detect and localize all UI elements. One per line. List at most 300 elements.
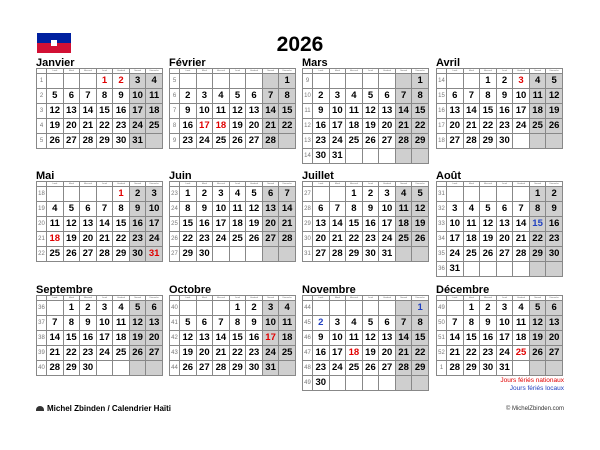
week-number: 50 xyxy=(437,316,447,331)
day-cell: 17 xyxy=(213,217,230,232)
day-cell: 20 xyxy=(447,119,464,134)
weekday-header: Dimanche xyxy=(546,182,563,187)
weekday-header: Dimanche xyxy=(279,69,296,74)
day-cell: 30 xyxy=(129,247,146,262)
day-cell: 2 xyxy=(129,187,146,202)
weekday-header: Jeudi xyxy=(96,69,113,74)
week-number: 2 xyxy=(37,89,47,104)
day-cell: 10 xyxy=(129,89,146,104)
week-number: 47 xyxy=(303,346,313,361)
day-cell: 21 xyxy=(447,346,464,361)
week-row xyxy=(37,301,163,316)
weekday-header: Samedi xyxy=(129,182,146,187)
day-cell: 27 xyxy=(246,134,263,149)
week-row xyxy=(437,262,563,277)
week-row xyxy=(303,376,429,391)
weekday-header: Mardi xyxy=(463,182,480,187)
month-table xyxy=(169,295,296,376)
day-cell: 1 xyxy=(113,187,130,202)
day-cell: 21 xyxy=(96,232,113,247)
weekday-header: Mardi xyxy=(463,69,480,74)
empty-cell xyxy=(213,301,230,316)
day-cell: 10 xyxy=(262,316,279,331)
day-cell: 10 xyxy=(196,104,213,119)
day-cell: 5 xyxy=(129,301,146,316)
month-name: Novembre xyxy=(302,284,356,296)
day-cell: 29 xyxy=(412,361,429,376)
week-row xyxy=(170,187,296,202)
week-number: 43 xyxy=(170,346,180,361)
day-cell: 25 xyxy=(529,119,546,134)
day-cell: 27 xyxy=(546,346,563,361)
week-number: 9 xyxy=(303,74,313,89)
day-cell: 27 xyxy=(496,247,513,262)
week-number: 44 xyxy=(170,361,180,376)
day-cell: 24 xyxy=(146,232,163,247)
day-cell: 23 xyxy=(480,346,497,361)
week-number: 22 xyxy=(37,247,47,262)
weekday-header: Jeudi xyxy=(96,296,113,301)
day-cell: 12 xyxy=(529,316,546,331)
week-row xyxy=(37,232,163,247)
empty-cell xyxy=(180,74,197,89)
day-cell: 3 xyxy=(329,89,346,104)
weekday-header: Vendredi xyxy=(379,182,396,187)
week-row xyxy=(437,119,563,134)
weekday-header: Mardi xyxy=(463,296,480,301)
day-cell: 29 xyxy=(180,247,197,262)
day-cell: 9 xyxy=(196,202,213,217)
weekday-header: Jeudi xyxy=(496,69,513,74)
day-cell: 22 xyxy=(229,346,246,361)
day-cell: 26 xyxy=(63,247,80,262)
day-cell: 20 xyxy=(379,119,396,134)
day-cell: 10 xyxy=(329,104,346,119)
weekday-header: Vendredi xyxy=(113,182,130,187)
day-cell: 18 xyxy=(513,331,530,346)
day-cell: 31 xyxy=(146,247,163,262)
day-cell: 30 xyxy=(313,149,330,164)
day-cell: 7 xyxy=(96,202,113,217)
day-cell: 22 xyxy=(96,119,113,134)
day-cell: 26 xyxy=(129,346,146,361)
day-cell: 28 xyxy=(395,361,412,376)
day-cell: 9 xyxy=(113,89,130,104)
day-cell: 17 xyxy=(447,232,464,247)
day-cell: 23 xyxy=(129,232,146,247)
day-cell: 5 xyxy=(362,89,379,104)
empty-cell xyxy=(546,262,563,277)
empty-cell xyxy=(47,74,64,89)
empty-cell xyxy=(463,74,480,89)
weekday-header: Samedi xyxy=(262,182,279,187)
week-row xyxy=(437,202,563,217)
weekday-header: Lundi xyxy=(47,296,64,301)
day-cell: 23 xyxy=(246,346,263,361)
day-cell: 6 xyxy=(496,202,513,217)
week-row xyxy=(303,119,429,134)
day-cell: 3 xyxy=(96,301,113,316)
week-row xyxy=(303,232,429,247)
day-cell: 20 xyxy=(146,331,163,346)
day-cell: 10 xyxy=(329,331,346,346)
day-cell: 17 xyxy=(96,331,113,346)
empty-cell xyxy=(279,247,296,262)
day-cell: 10 xyxy=(96,316,113,331)
day-cell: 25 xyxy=(513,346,530,361)
weekday-header: Lundi xyxy=(180,69,197,74)
week-row xyxy=(303,346,429,361)
day-cell: 10 xyxy=(496,316,513,331)
weekday-header: Lundi xyxy=(447,69,464,74)
empty-cell xyxy=(395,301,412,316)
day-cell: 12 xyxy=(180,331,197,346)
day-cell: 18 xyxy=(213,119,230,134)
day-cell: 6 xyxy=(379,89,396,104)
week-number: 11 xyxy=(303,104,313,119)
day-cell: 5 xyxy=(180,316,197,331)
day-cell: 31 xyxy=(496,361,513,376)
day-cell: 4 xyxy=(229,187,246,202)
day-cell: 20 xyxy=(546,331,563,346)
day-cell: 29 xyxy=(113,247,130,262)
weekday-header: Vendredi xyxy=(379,69,396,74)
weekday-header: Dimanche xyxy=(546,296,563,301)
weekday-header: Jeudi xyxy=(362,69,379,74)
month-name: Septembre xyxy=(36,284,93,296)
day-cell: 26 xyxy=(229,134,246,149)
day-cell: 21 xyxy=(213,346,230,361)
day-cell: 15 xyxy=(180,217,197,232)
weekday-header: Dimanche xyxy=(146,69,163,74)
day-cell: 18 xyxy=(395,217,412,232)
week-number: 27 xyxy=(303,187,313,202)
month-table xyxy=(169,181,296,262)
day-cell: 12 xyxy=(412,202,429,217)
day-cell: 17 xyxy=(329,119,346,134)
empty-cell xyxy=(463,187,480,202)
empty-cell xyxy=(395,149,412,164)
weekday-header: Vendredi xyxy=(379,296,396,301)
empty-cell xyxy=(529,134,546,149)
weekday-header: Mercredi xyxy=(80,69,97,74)
empty-cell xyxy=(546,134,563,149)
week-number: 17 xyxy=(437,119,447,134)
day-cell: 28 xyxy=(213,361,230,376)
day-cell: 19 xyxy=(246,217,263,232)
empty-cell xyxy=(346,301,363,316)
day-cell: 22 xyxy=(113,232,130,247)
day-cell: 28 xyxy=(262,134,279,149)
week-number: 29 xyxy=(303,217,313,232)
day-cell: 15 xyxy=(96,104,113,119)
day-cell: 9 xyxy=(180,104,197,119)
day-cell: 17 xyxy=(146,217,163,232)
weekday-header: Mercredi xyxy=(480,296,497,301)
month-table xyxy=(36,68,163,149)
week-number: 28 xyxy=(303,202,313,217)
day-cell: 20 xyxy=(80,232,97,247)
footer-url: © MichelZbinden.com xyxy=(505,406,564,412)
footer-author: Michel Zbinden / Calendrier Haïti xyxy=(47,404,172,413)
day-cell: 24 xyxy=(329,361,346,376)
day-cell: 18 xyxy=(47,232,64,247)
day-cell: 13 xyxy=(196,331,213,346)
weekday-header: Mardi xyxy=(196,69,213,74)
day-cell: 16 xyxy=(80,331,97,346)
day-cell: 11 xyxy=(229,202,246,217)
day-cell: 11 xyxy=(213,104,230,119)
day-cell: 3 xyxy=(329,316,346,331)
day-cell: 6 xyxy=(262,187,279,202)
week-number: 41 xyxy=(170,316,180,331)
empty-cell xyxy=(80,74,97,89)
empty-cell xyxy=(329,376,346,391)
day-cell: 1 xyxy=(412,301,429,316)
day-cell: 9 xyxy=(246,316,263,331)
day-cell: 2 xyxy=(313,316,330,331)
day-cell: 10 xyxy=(379,202,396,217)
day-cell: 12 xyxy=(47,104,64,119)
day-cell: 23 xyxy=(313,361,330,376)
day-cell: 5 xyxy=(229,89,246,104)
day-cell: 19 xyxy=(229,119,246,134)
weekday-header: Vendredi xyxy=(246,182,263,187)
month-table xyxy=(302,181,429,262)
day-cell: 6 xyxy=(546,301,563,316)
day-cell: 24 xyxy=(129,119,146,134)
day-cell: 5 xyxy=(63,202,80,217)
day-cell: 20 xyxy=(313,232,330,247)
week-number: 7 xyxy=(170,104,180,119)
empty-cell xyxy=(213,74,230,89)
day-cell: 2 xyxy=(546,187,563,202)
month-name: Décembre xyxy=(436,284,490,296)
day-cell: 15 xyxy=(412,331,429,346)
month-name: Mai xyxy=(36,170,55,182)
day-cell: 17 xyxy=(329,346,346,361)
weekday-header: Samedi xyxy=(395,69,412,74)
weekday-header: Lundi xyxy=(313,296,330,301)
week-number: 10 xyxy=(303,89,313,104)
day-cell: 14 xyxy=(395,331,412,346)
empty-cell xyxy=(379,74,396,89)
week-row xyxy=(437,217,563,232)
empty-cell xyxy=(329,74,346,89)
weekday-header: Samedi xyxy=(529,296,546,301)
day-cell: 3 xyxy=(146,187,163,202)
empty-cell xyxy=(412,376,429,391)
day-cell: 3 xyxy=(496,301,513,316)
empty-cell xyxy=(496,262,513,277)
day-cell: 12 xyxy=(546,89,563,104)
day-cell: 3 xyxy=(262,301,279,316)
empty-cell xyxy=(513,134,530,149)
day-cell: 26 xyxy=(546,119,563,134)
week-number: 3 xyxy=(37,104,47,119)
day-cell: 14 xyxy=(47,331,64,346)
empty-cell xyxy=(395,74,412,89)
week-row xyxy=(170,346,296,361)
week-row xyxy=(303,104,429,119)
day-cell: 18 xyxy=(146,104,163,119)
empty-cell xyxy=(395,247,412,262)
week-number: 33 xyxy=(437,217,447,232)
day-cell: 20 xyxy=(196,346,213,361)
weekday-header: Mardi xyxy=(329,69,346,74)
day-cell: 25 xyxy=(113,346,130,361)
day-cell: 9 xyxy=(362,202,379,217)
weekday-header: Samedi xyxy=(529,182,546,187)
day-cell: 14 xyxy=(395,104,412,119)
day-cell: 22 xyxy=(412,119,429,134)
day-cell: 7 xyxy=(213,316,230,331)
day-cell: 2 xyxy=(196,187,213,202)
day-cell: 15 xyxy=(463,331,480,346)
week-number: 45 xyxy=(303,316,313,331)
weekday-header: Mardi xyxy=(196,182,213,187)
day-cell: 20 xyxy=(262,217,279,232)
week-number: 14 xyxy=(437,74,447,89)
weekday-header: Mercredi xyxy=(346,296,363,301)
day-cell: 27 xyxy=(80,247,97,262)
day-cell: 22 xyxy=(346,232,363,247)
day-cell: 5 xyxy=(480,202,497,217)
week-row xyxy=(37,119,163,134)
month-table xyxy=(436,181,563,277)
day-cell: 7 xyxy=(395,89,412,104)
empty-cell xyxy=(229,247,246,262)
empty-cell xyxy=(313,301,330,316)
day-cell: 11 xyxy=(463,217,480,232)
day-cell: 29 xyxy=(412,134,429,149)
weekday-header: Jeudi xyxy=(229,296,246,301)
day-cell: 29 xyxy=(463,361,480,376)
month-name: Avril xyxy=(436,57,461,69)
weekday-header: Mardi xyxy=(63,69,80,74)
day-cell: 24 xyxy=(262,346,279,361)
day-cell: 24 xyxy=(329,134,346,149)
empty-cell xyxy=(513,361,530,376)
day-cell: 15 xyxy=(346,217,363,232)
day-cell: 6 xyxy=(196,316,213,331)
week-row xyxy=(37,346,163,361)
week-row xyxy=(303,149,429,164)
month-name: Juin xyxy=(169,170,192,182)
day-cell: 26 xyxy=(412,232,429,247)
weekday-header: Dimanche xyxy=(146,296,163,301)
day-cell: 27 xyxy=(379,134,396,149)
day-cell: 22 xyxy=(180,232,197,247)
footer-credit xyxy=(36,404,171,413)
day-cell: 12 xyxy=(362,104,379,119)
day-cell: 15 xyxy=(480,104,497,119)
day-cell: 22 xyxy=(279,119,296,134)
day-cell: 21 xyxy=(395,346,412,361)
day-cell: 18 xyxy=(346,346,363,361)
week-number: 5 xyxy=(170,74,180,89)
month-table xyxy=(302,295,429,391)
day-cell: 10 xyxy=(146,202,163,217)
day-cell: 27 xyxy=(63,134,80,149)
day-cell: 23 xyxy=(546,232,563,247)
day-cell: 24 xyxy=(196,134,213,149)
day-cell: 13 xyxy=(262,202,279,217)
day-cell: 8 xyxy=(180,202,197,217)
day-cell: 13 xyxy=(246,104,263,119)
weekday-header: Vendredi xyxy=(113,296,130,301)
day-cell: 2 xyxy=(80,301,97,316)
empty-cell xyxy=(395,376,412,391)
day-cell: 13 xyxy=(313,217,330,232)
day-cell: 15 xyxy=(529,217,546,232)
day-cell: 25 xyxy=(47,247,64,262)
day-cell: 7 xyxy=(279,187,296,202)
empty-cell xyxy=(196,301,213,316)
day-cell: 3 xyxy=(447,202,464,217)
empty-cell xyxy=(346,74,363,89)
day-cell: 8 xyxy=(412,89,429,104)
day-cell: 21 xyxy=(279,217,296,232)
weekday-header: Mercredi xyxy=(346,182,363,187)
month-name: Mars xyxy=(302,57,328,69)
day-cell: 16 xyxy=(362,217,379,232)
day-cell: 21 xyxy=(329,232,346,247)
day-cell: 18 xyxy=(229,217,246,232)
month-table xyxy=(169,68,296,149)
day-cell: 30 xyxy=(196,247,213,262)
day-cell: 13 xyxy=(63,104,80,119)
weekday-header: Mercredi xyxy=(480,69,497,74)
day-cell: 22 xyxy=(529,232,546,247)
week-number: 37 xyxy=(37,316,47,331)
day-cell: 14 xyxy=(447,331,464,346)
day-cell: 1 xyxy=(229,301,246,316)
day-cell: 2 xyxy=(362,187,379,202)
day-cell: 7 xyxy=(80,89,97,104)
day-cell: 11 xyxy=(346,331,363,346)
empty-cell xyxy=(279,361,296,376)
day-cell: 10 xyxy=(213,202,230,217)
day-cell: 28 xyxy=(395,134,412,149)
day-cell: 25 xyxy=(229,232,246,247)
day-cell: 4 xyxy=(395,187,412,202)
weekday-header: Mercredi xyxy=(80,296,97,301)
day-cell: 6 xyxy=(246,89,263,104)
weekday-header: Lundi xyxy=(313,69,330,74)
day-cell: 22 xyxy=(412,346,429,361)
week-number: 51 xyxy=(437,331,447,346)
day-cell: 1 xyxy=(96,74,113,89)
week-number: 18 xyxy=(37,187,47,202)
week-number: 46 xyxy=(303,331,313,346)
week-number: 6 xyxy=(170,89,180,104)
empty-cell xyxy=(496,187,513,202)
day-cell: 12 xyxy=(63,217,80,232)
empty-cell xyxy=(412,247,429,262)
week-row xyxy=(303,202,429,217)
day-cell: 16 xyxy=(313,346,330,361)
day-cell: 28 xyxy=(80,134,97,149)
day-cell: 30 xyxy=(546,247,563,262)
week-row xyxy=(303,89,429,104)
weekday-header: Lundi xyxy=(47,69,64,74)
day-cell: 24 xyxy=(96,346,113,361)
day-cell: 19 xyxy=(529,331,546,346)
week-number: 49 xyxy=(437,301,447,316)
week-number: 14 xyxy=(303,149,313,164)
day-cell: 19 xyxy=(362,346,379,361)
